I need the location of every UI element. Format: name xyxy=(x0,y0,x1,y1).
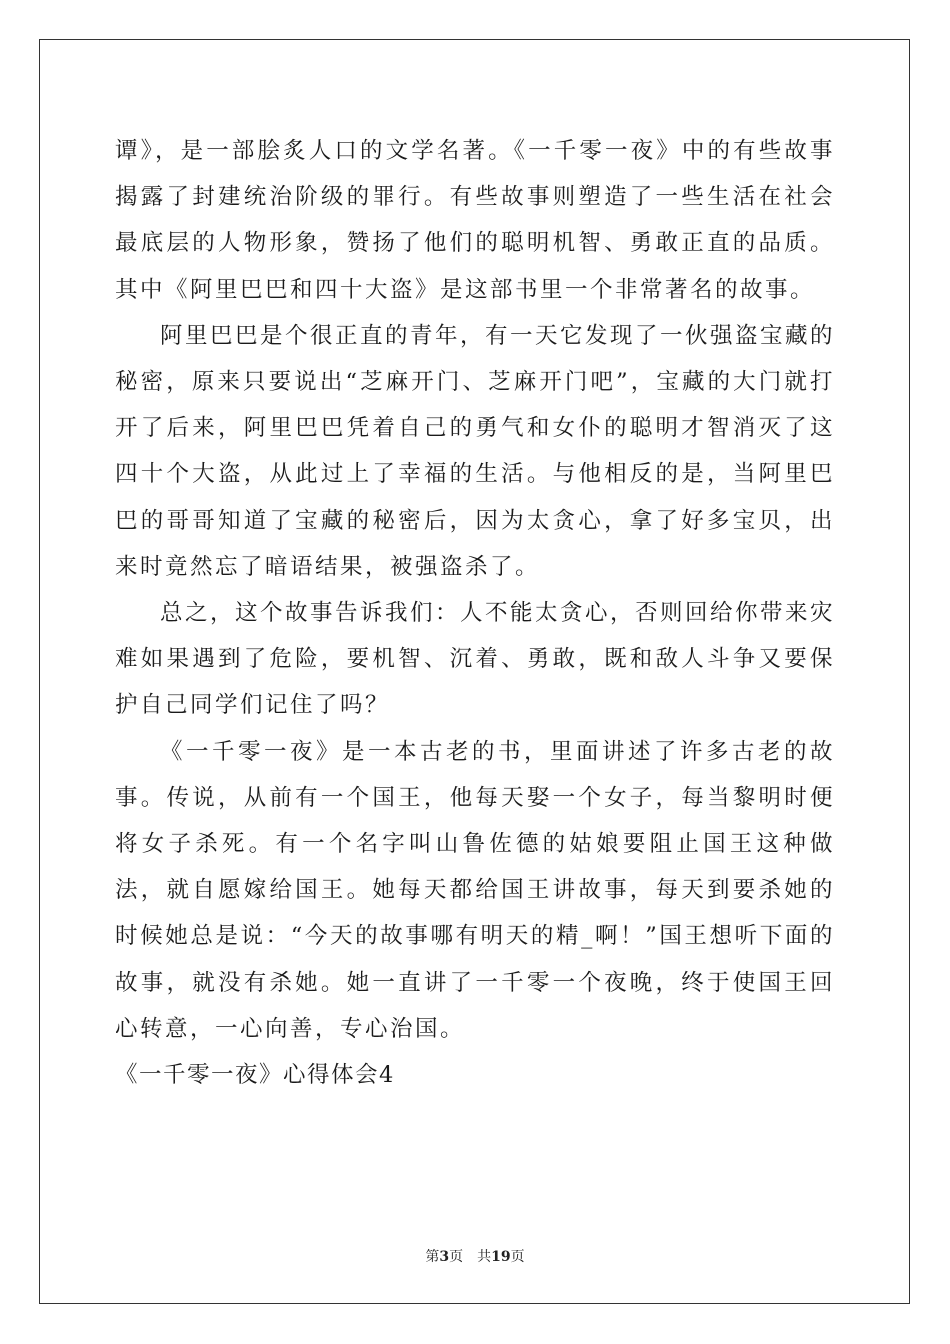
total-prefix: 共 xyxy=(477,1249,492,1265)
document-body xyxy=(115,128,835,1098)
page-suffix: 页 xyxy=(449,1249,464,1265)
total-suffix: 页 xyxy=(510,1249,525,1265)
paragraph-3: 总之，这个故事告诉我们：人不能太贪心，否则回给你带来灾难如果遇到了危险，要机智、沉着、勇敢，既和敌人斗争又要保护自己同学们记住了吗？ xyxy=(115,600,836,719)
page-prefix: 第 xyxy=(425,1249,440,1265)
page-footer xyxy=(0,1246,950,1266)
paragraph-1: 谭》，是一部脍炙人口的文学名著。《一千零一夜》中的有些故事揭露了封建统治阶级的罪行。有些故事则塑造了一些生活在社会最底层的人物形象，赞扬了他们的聪明机智、勇敢正直的品质。其中《阿里巴巴和四十大盗》是这部书里一个非常著名的故事。 xyxy=(115,138,835,303)
section-heading: 《一千零一夜》心得体会4 xyxy=(115,1062,395,1089)
page-total-number: 19 xyxy=(491,1249,511,1265)
paragraph-4: 《一千零一夜》是一本古老的书，里面讲述了许多古老的故事。传说，从前有一个国王，他每天娶一个女子，每当黎明时便将女子杀死。有一个名字叫山鲁佐德的姑娘要阻止国王这种做法，就自愿嫁给国王。她每天都给国王讲故事，每天到要杀她的时候她总是说：“今天的故事哪有明天的精_啊！”国王想听下面的故事，就没有杀她。她一直讲了一千零一个夜晚，终于使国王回心转意，一心向善，专心治国。 xyxy=(115,738,835,1042)
paragraph-2: 阿里巴巴是个很正直的青年，有一天它发现了一伙强盗宝藏的秘密，原来只要说出“芝麻开门、芝麻开门吧”，宝藏的大门就打开了后来，阿里巴巴凭着自己的勇气和女仆的聪明才智消灭了这四十个大盗，从此过上了幸福的生活。与他相反的是，当阿里巴巴的哥哥知道了宝藏的秘密后，因为太贪心，拿了好多宝贝，出来时竟然忘了暗语结果，被强盗杀了。 xyxy=(115,322,836,580)
page-current-number: 3 xyxy=(439,1249,450,1265)
